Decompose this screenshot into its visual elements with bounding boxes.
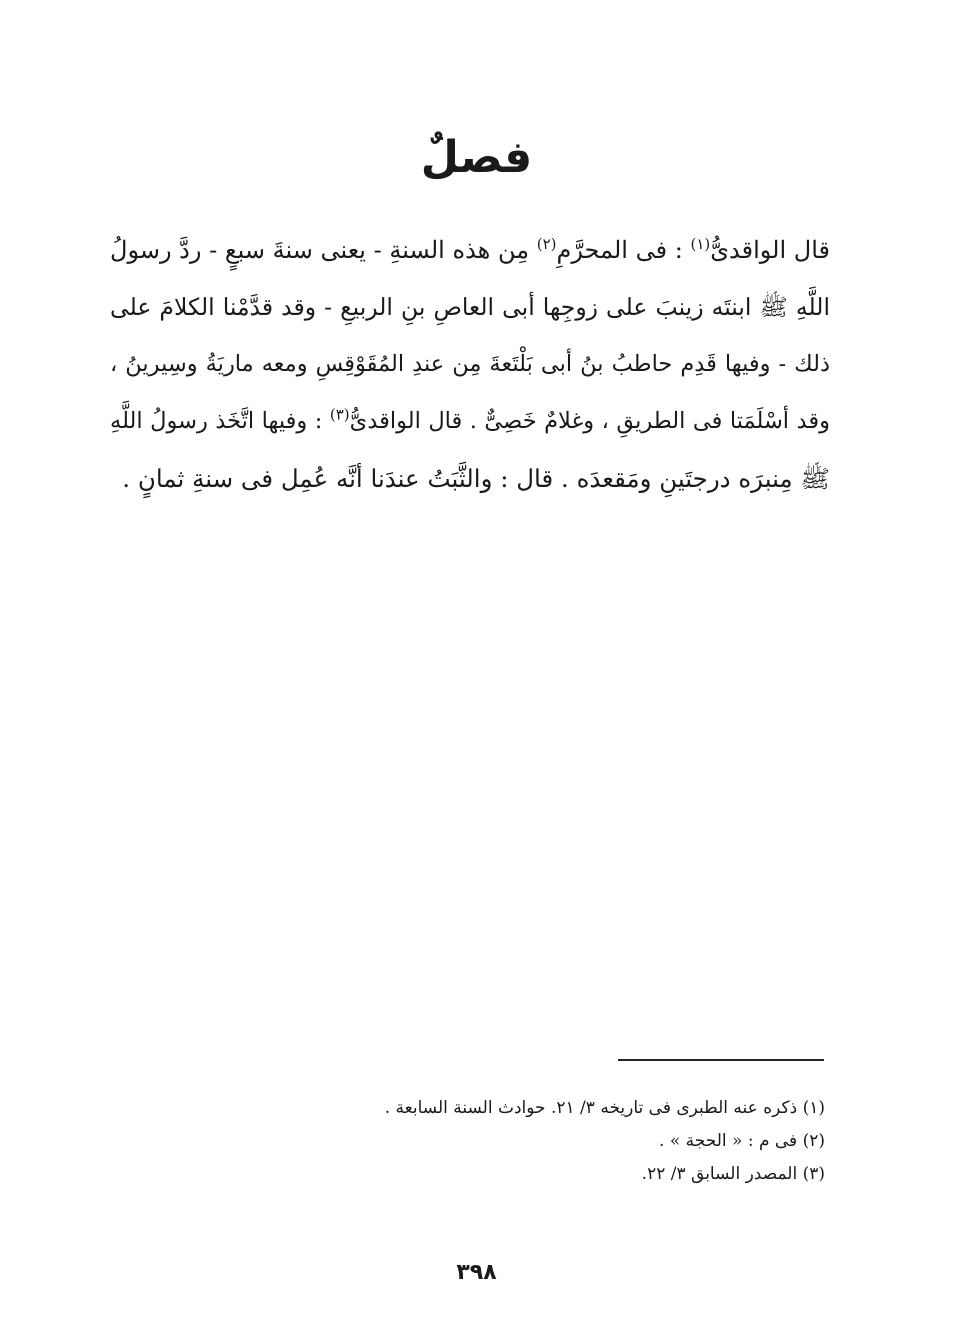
footnote-2: (٢) فى م : « الحجة » . [659, 1131, 825, 1151]
line-4-text-b: : وفيها اتَّخَذ رسولُ اللَّهِ [110, 408, 330, 434]
footnote-separator [618, 1059, 824, 1061]
footnote-ref-2: (٢) [536, 235, 557, 253]
line-4-text-a: وقد أسْلَمَتا فى الطريقِ ، وغلامٌ خَصِىٌّ . قال الواقدىُّ [349, 408, 830, 434]
footnote-1: (١) ذكره عنه الطبرى فى تاريخه ٣/ ٢١. حوادث السنة السابعة . [384, 1098, 825, 1118]
paragraph-line-2: اللَّهِ ﷺ ابنتَه زينبَ على زوجِها أبى العاصِ بنِ الربيعِ - وقد قدَّمْنا الكلامَ على [110, 293, 830, 321]
main-paragraph [110, 222, 830, 507]
footnote-ref-3: (٣) [329, 405, 350, 424]
line-1-text-a: قال الواقدىُّ [710, 236, 830, 264]
paragraph-line-5: ﷺ مِنبرَه درجتَينِ ومَقعدَه . قال : والثَّبَتُ عندَنا أنَّه عُمِل فى سنةِ ثمانٍ . [122, 464, 830, 493]
page-number: ٣٩٨ [456, 1260, 497, 1285]
paragraph-line-3: ذلك - وفيها قَدِم حاطبُ بنُ أبى بَلْتَعةَ مِن عندِ المُقَوْقِسِ ومعه ماريَةُ وسِيرينُ ، [110, 351, 830, 377]
footnote-ref-1: (١) [690, 235, 711, 253]
line-1-text-c: مِن هذه السنةِ - يعنى سنةَ سبعٍ - ردَّ رسولُ [110, 236, 537, 264]
footnotes [305, 1092, 825, 1191]
paragraph-line-4 [110, 393, 830, 450]
footnote-3: (٣) المصدر السابق ٣/ ٢٢. [641, 1164, 825, 1184]
section-title: فصلٌ [420, 132, 533, 183]
line-1-text-b: : فى المحرَّمِ [556, 236, 691, 264]
paragraph-line-1 [110, 222, 830, 279]
